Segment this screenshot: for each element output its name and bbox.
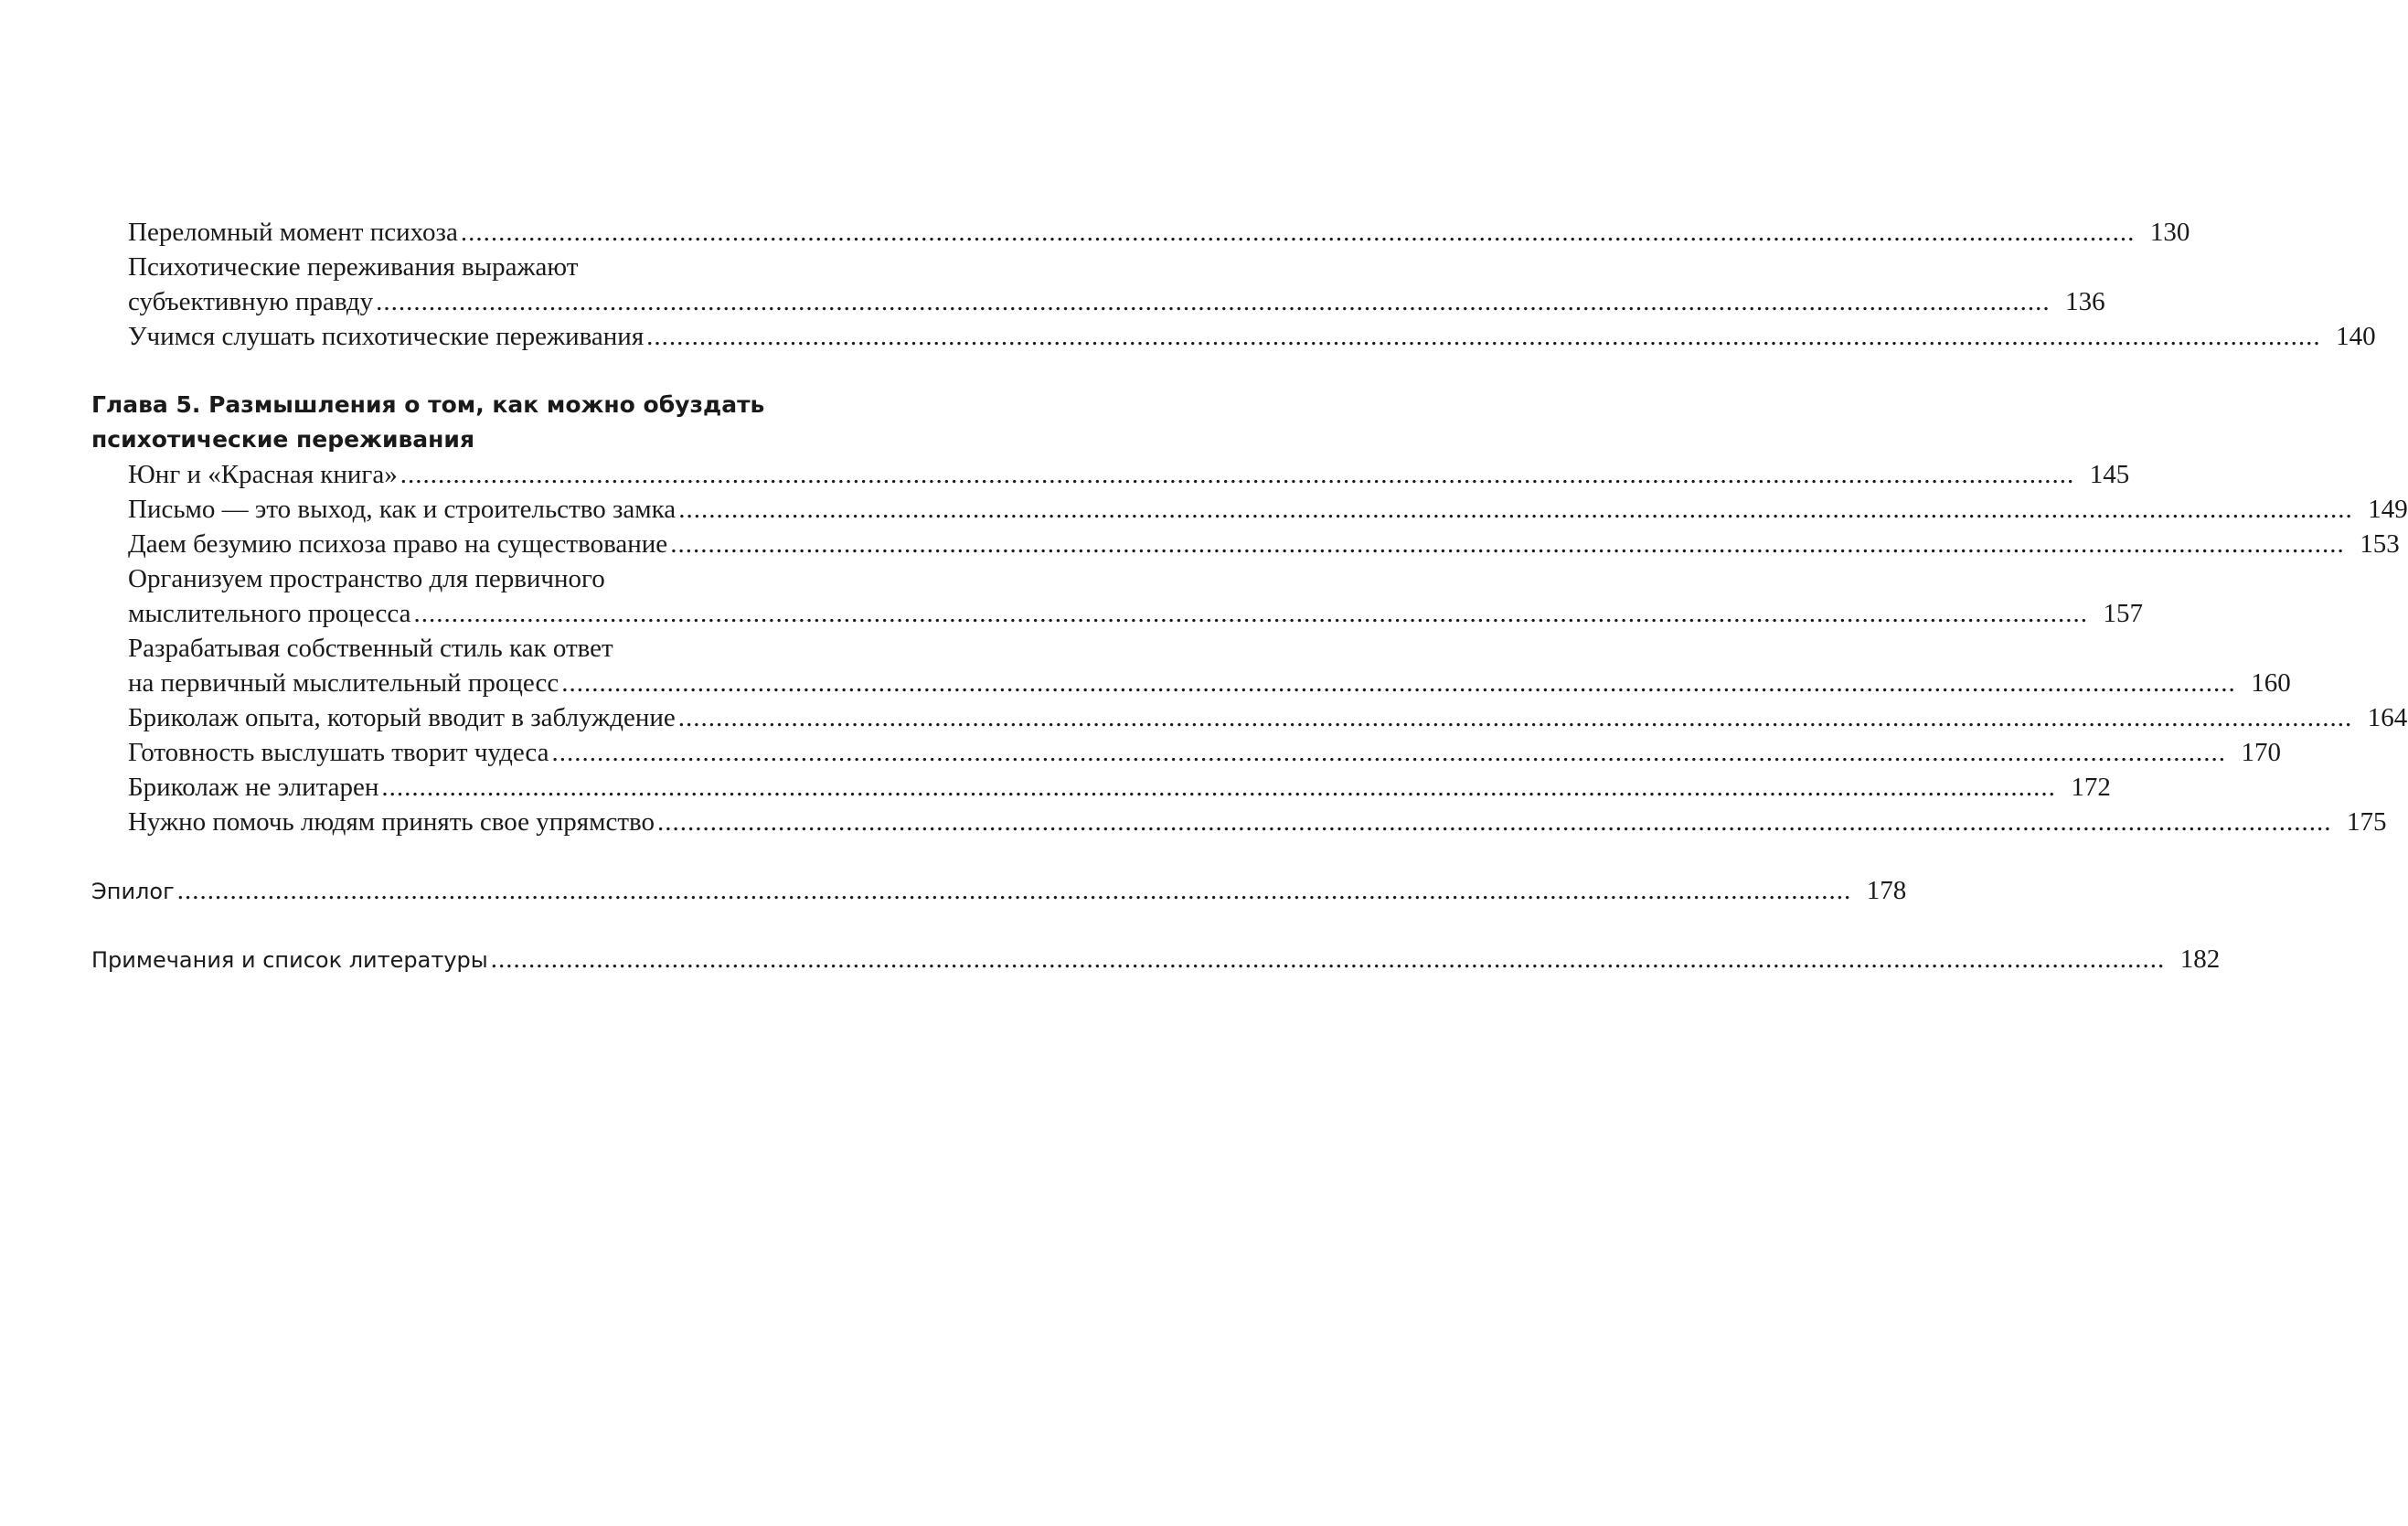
toc-entry-title: Организуем пространство для первичного: [128, 564, 605, 593]
toc-entry-page: 164: [2367, 703, 2408, 732]
spacer: [91, 354, 846, 388]
toc-entry-title: Психотические переживания выражают: [128, 252, 579, 282]
toc-entry[interactable]: [91, 805, 2387, 839]
toc-entry-title: Нужно помочь людям принять свое упрямство: [128, 807, 655, 837]
dot-leader: [657, 805, 2332, 839]
toc-entry[interactable]: [91, 492, 2408, 527]
toc-entry-page: 145: [2089, 460, 2130, 489]
toc-entry-title: Даем безумию психоза право на существование: [128, 529, 668, 559]
toc-entry[interactable]: [91, 735, 2282, 770]
toc-entry[interactable]: [91, 284, 2105, 319]
dot-leader: [177, 873, 1852, 908]
toc-entry-page: 149: [2368, 495, 2408, 524]
toc-entry-title: Бриколаж не элитарен: [128, 773, 379, 802]
toc-entry-title-cont: субъективную правду: [128, 287, 374, 316]
toc-entry-title: Разрабатывая собственный стиль как ответ: [128, 634, 613, 663]
toc-entry[interactable]: [91, 596, 2143, 631]
toc-entry-page: 130: [2149, 218, 2190, 247]
toc-entry-epilogue[interactable]: [91, 873, 1907, 908]
toc-entry-page: 170: [2241, 738, 2282, 767]
toc-entry[interactable]: [91, 700, 2408, 735]
dot-leader: [670, 527, 2345, 561]
dot-leader: [552, 735, 2227, 770]
toc-entry-line1[interactable]: [91, 561, 846, 596]
dot-leader: [491, 942, 2166, 976]
dot-leader: [678, 492, 2353, 527]
dot-leader: [678, 700, 2353, 735]
toc-entry[interactable]: [91, 770, 2111, 805]
toc-entry-title: Юнг и «Красная книга»: [128, 460, 398, 489]
toc-entry-page: 140: [2336, 322, 2376, 351]
toc-entry-title-cont: на первичный мыслительный процесс: [128, 668, 559, 698]
dot-leader: [561, 666, 2236, 700]
toc-entry[interactable]: [91, 457, 2130, 492]
toc-entry-title-cont: мыслительного процесса: [128, 599, 411, 628]
toc-entry-title: Учимся слушать психотические переживания: [128, 322, 645, 351]
toc-entry-title: Письмо — это выход, как и строительство замка: [128, 495, 677, 524]
toc-entry[interactable]: [91, 527, 2400, 561]
toc-entry-notes[interactable]: [91, 942, 2221, 976]
toc-entry-page: 153: [2360, 529, 2400, 559]
table-of-contents: [91, 215, 2408, 976]
dot-leader: [381, 770, 2056, 805]
toc-entry-title: Примечания и список литературы: [91, 947, 488, 973]
chapter-heading[interactable]: Глава 5. Размышления о том, как можно обуздать: [91, 391, 765, 418]
dot-leader: [461, 215, 2136, 250]
chapter-heading-cont[interactable]: психотические переживания: [91, 426, 475, 453]
spacer: [91, 839, 846, 873]
toc-entry-title: Эпилог: [91, 879, 175, 904]
toc-entry-title: Бриколаж опыта, который вводит в заблуждение: [128, 703, 676, 732]
toc-entry-page: 136: [2065, 287, 2105, 316]
toc-entry-page: 178: [1866, 876, 1907, 905]
toc-entry[interactable]: [91, 215, 2190, 250]
dot-leader: [413, 596, 2088, 631]
toc-entry[interactable]: [91, 666, 2291, 700]
toc-entry[interactable]: [91, 319, 2376, 354]
toc-entry-line1[interactable]: [91, 631, 846, 666]
toc-entry-title: Переломный момент психоза: [128, 218, 458, 247]
dot-leader: [646, 319, 2321, 354]
spacer: [91, 908, 846, 942]
toc-entry-page: 182: [2179, 944, 2221, 974]
dot-leader: [376, 284, 2051, 319]
toc-entry-page: 160: [2251, 668, 2291, 698]
toc-entry-page: 175: [2347, 807, 2387, 837]
toc-entry-line1[interactable]: [91, 250, 846, 284]
toc-entry-page: 172: [2071, 773, 2111, 802]
dot-leader: [400, 457, 2075, 492]
toc-entry-page: 157: [2103, 599, 2143, 628]
toc-entry-title: Готовность выслушать творит чудеса: [128, 738, 549, 767]
